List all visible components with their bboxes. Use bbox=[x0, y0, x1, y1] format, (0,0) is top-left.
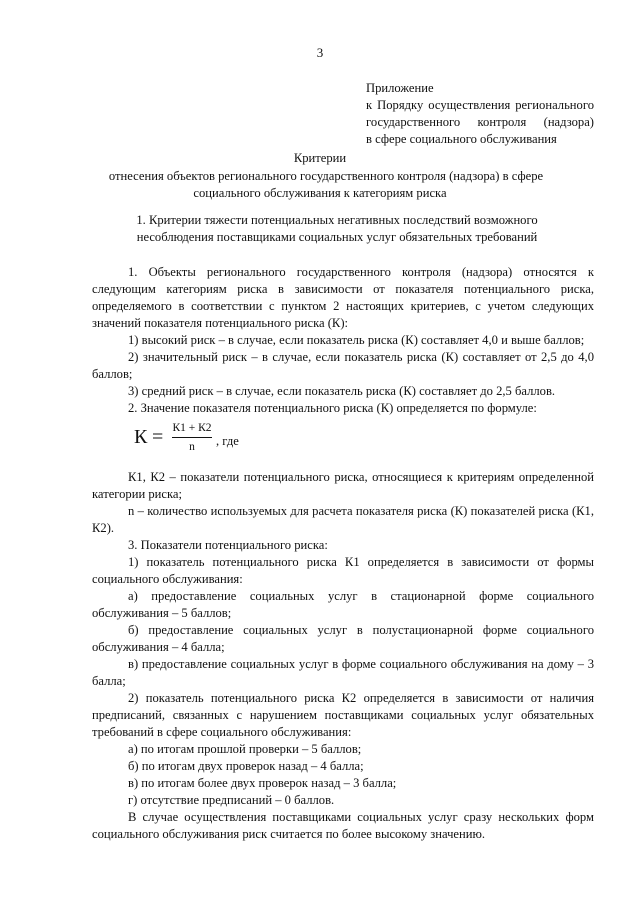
list-item: 3) средний риск – в случае, если показатель риска (К) составляет до 2,5 баллов. bbox=[128, 384, 556, 398]
document-heading: Критерии bbox=[293, 151, 347, 165]
list-item: б) по итогам двух проверок назад – 4 балла; bbox=[128, 759, 364, 773]
list-item: 1) высокий риск – в случае, если показатель риска (К) составляет 4,0 и выше баллов; bbox=[128, 333, 585, 347]
formula-fraction bbox=[172, 421, 212, 456]
risk-formula bbox=[92, 419, 594, 465]
list-item: г) отсутствие предписаний – 0 баллов. bbox=[128, 793, 335, 807]
list-item: а) по итогам прошлой проверки – 5 баллов; bbox=[128, 742, 362, 756]
list-item: в) предоставление социальных услуг в форме социального обслуживания на дому – 3 балла; bbox=[92, 657, 594, 688]
appendix-line: Приложение bbox=[366, 81, 434, 95]
section-heading-line: 1. Критерии тяжести потенциальных негативных последствий возможного bbox=[136, 213, 538, 227]
appendix-line: в сфере социального обслуживания bbox=[366, 132, 557, 146]
document-body bbox=[92, 264, 594, 843]
list-item: б) предоставление социальных услуг в полустационарной форме социального обслуживания – 4 балла; bbox=[92, 623, 594, 654]
list-item: в) по итогам более двух проверок назад – 3 балла; bbox=[128, 776, 397, 790]
appendix-line: к Порядку осуществления регионального bbox=[366, 98, 594, 112]
document-title-line: социального обслуживания к категориям риска bbox=[193, 186, 447, 200]
page-number: 3 bbox=[316, 45, 324, 60]
paragraph: n – количество используемых для расчета показателя риска (К) показателей риска (К1, К2). bbox=[92, 504, 594, 535]
formula-lhs: К bbox=[134, 426, 148, 448]
formula-numerator: К1 + К2 bbox=[172, 421, 212, 438]
formula-tail: , где bbox=[216, 434, 239, 448]
section-heading-line: несоблюдения поставщиками социальных услуг обязательных требований bbox=[136, 230, 538, 244]
paragraph: 2. Значение показателя потенциального риска (К) определяется по формуле: bbox=[128, 401, 537, 415]
paragraph: К1, К2 – показатели потенциального риска, относящиеся к критериям определенной категории риска; bbox=[92, 470, 594, 501]
list-item: 2) значительный риск – в случае, если показатель риска (К) составляет от 2,5 до 4,0 баллов; bbox=[92, 350, 594, 381]
list-item: 2) показатель потенциального риска К2 определяется в зависимости от наличия предписаний, связанных с нарушением поставщиками социальных услуг обязательных требований в сфере социального обслуживания: bbox=[92, 691, 594, 739]
paragraph: 1. Объекты регионального государственного контроля (надзора) относятся к следующим категориям риска в зависимости от показателя потенциального риска, определяемого в соответствии с пунктом 2 настоящих критериев, с учетом следующих значений показателя потенциального риска (К): bbox=[92, 265, 594, 330]
list-item: 1) показатель потенциального риска К1 определяется в зависимости от формы социального обслуживания: bbox=[92, 555, 594, 586]
paragraph: В случае осуществления поставщиками социальных услуг сразу нескольких форм социального обслуживания риск считается по более высокому значению. bbox=[92, 810, 594, 841]
appendix-note bbox=[366, 80, 594, 148]
document-title-line: отнесения объектов регионального государственного контроля (надзора) в сфере bbox=[108, 169, 544, 183]
formula-equals: = bbox=[152, 426, 164, 448]
appendix-line: государственного контроля (надзора) bbox=[366, 115, 594, 129]
paragraph: 3. Показатели потенциального риска: bbox=[128, 538, 328, 552]
list-item: а) предоставление социальных услуг в стационарной форме социального обслуживания – 5 баллов; bbox=[92, 589, 594, 620]
formula-denominator: n bbox=[189, 441, 195, 453]
